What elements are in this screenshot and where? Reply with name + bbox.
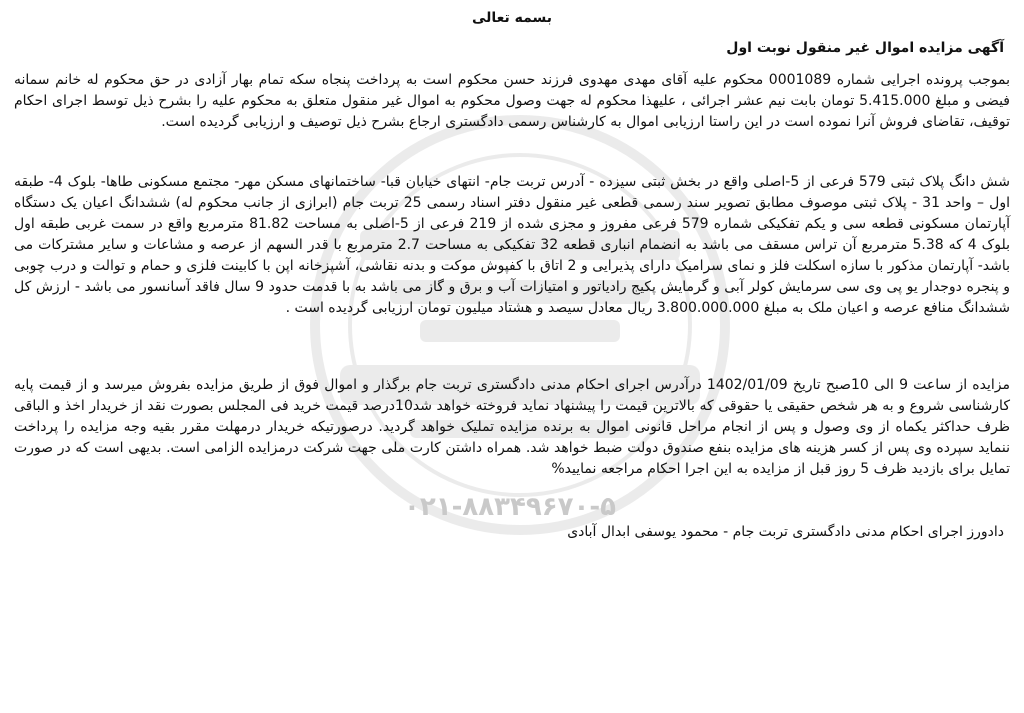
paragraph-case-summary: بموجب پرونده اجرایی شماره 0001089 محکوم علیه آقای مهدی مهدوی فرزند حسن محکوم است به پرداخت پنجاه سکه تمام بهار آزادی در حق محکوم له خانم سمانه فیضی و مبلغ 5.415.000 تومان بابت نیم عشر اجرائی ، علیهذا محکوم له جهت وصول محکوم به اموال غیر منقول متعلق به محکوم علیه را بشرح ذیل توسط اجرای احکام توقیف، تقاضای فروش آنرا نموده است در این راستا ارزیابی اموال به کارشناس رسمی دادگستری ارجاع بشرح ذیل توصیف و ارزیابی گردیده است. — [14, 72, 1010, 130]
signature-line: دادورز اجرای احکام مدنی دادگستری تربت جام - محمود یوسفی ابدال آبادی — [567, 524, 1004, 540]
notice-title: آگهی مزایده اموال غیر منقول نوبت اول — [726, 40, 1004, 56]
document-header: بسمه تعالی — [471, 10, 553, 26]
paragraph-auction-terms: مزایده از ساعت 9 الی 10صبح تاریخ 1402/01/09 درآدرس اجرای احکام مدنی دادگستری تربت جام برگذار و اموال فوق از طریق مزایده بفروش میرسد و از قیمت پایه کارشناسی شروع و به هر شخص حقیقی یا حقوقی که بالاترین قیمت را پیشنهاد نماید فروخته خواهد شد10درصد قیمت خرید فی المجلس بصورت نقد از خریدار اخذ و الباقی ظرف حداکثر یکماه از وی وصول و پس از انجام مراحل قانونی اموال به برنده مزایده تملیک خواهد گردید. درصورتیکه خریدار درمهلت مقرر بقیه وجه مزایده را پرداخت ننماید سپرده وی پس از کسر هزینه های مزایده بنفع صندوق دولت ضبط خواهد شد. همراه داشتن کارت ملی جهت شرکت درمزایده الزامی است. بدیهی است که در صورت تمایل برای بازدید ظرف 5 روز قبل از مزایده به این اجرا احکام مراجعه نمایید% — [14, 377, 1010, 477]
watermark-phone: ۰۲۱-۸۸۳۴۹۶۷۰-۵ — [403, 492, 616, 522]
paragraph-property-description: شش دانگ پلاک ثبتی 579 فرعی از 5-اصلی واقع در بخش ثبتی سیزده - آدرس تربت جام- انتهای خیابان قبا- ساختمانهای مسکن مهر- مجتمع مسکونی طاها- بلوک 4- طبقه اول – واحد 31 - پلاک ثبتی موصوف مطابق تصویر سند رسمی قطعی غیر منقول دفتر اسناد رسمی 25 تربت جام (ابرازی از جانب محکوم له) ششدانگ اعیان یک دستگاه آپارتمان مسکونی قطعه سی و یکم تفکیکی شماره 579 فرعی مفروز و مجزی شده از 219 فرعی از 5-اصلی به مساحت 81.82 مترمربع واقع در سمت غربی طبقه اول بلوک 4 که 5.38 مترمربع آن تراس مسقف می باشد به انضمام انباری قطعه 32 تفکیکی به مساحت 2.7 مترمربع با قدر السهم از عرصه و مشاعات و سایر مشترکات می باشد- آپارتمان مذکور با سازه اسکلت فلز و نمای سرامیک دارای پذیرایی و 2 اتاق با کفپوش موکت و بدنه نقاشی، آشپزخانه اپن با کابینت فلزی و حمام و توالت و درب چوبی و پنجره دوجدار یو پی وی سی سرمایش کولر آبی و گرمایش پکیج رادیاتور و امتیازات آب و برق و گاز می باشد به با قدمت حدود 9 سال فاقد آسانسور می باشد - ارزش کل ششدانگ منافع عرصه و اعیان ملک به مبلغ 3.800.000.000 ریال معادل سیصد و هشتاد میلیون تومان ارزیابی گردیده است . — [14, 174, 1011, 316]
